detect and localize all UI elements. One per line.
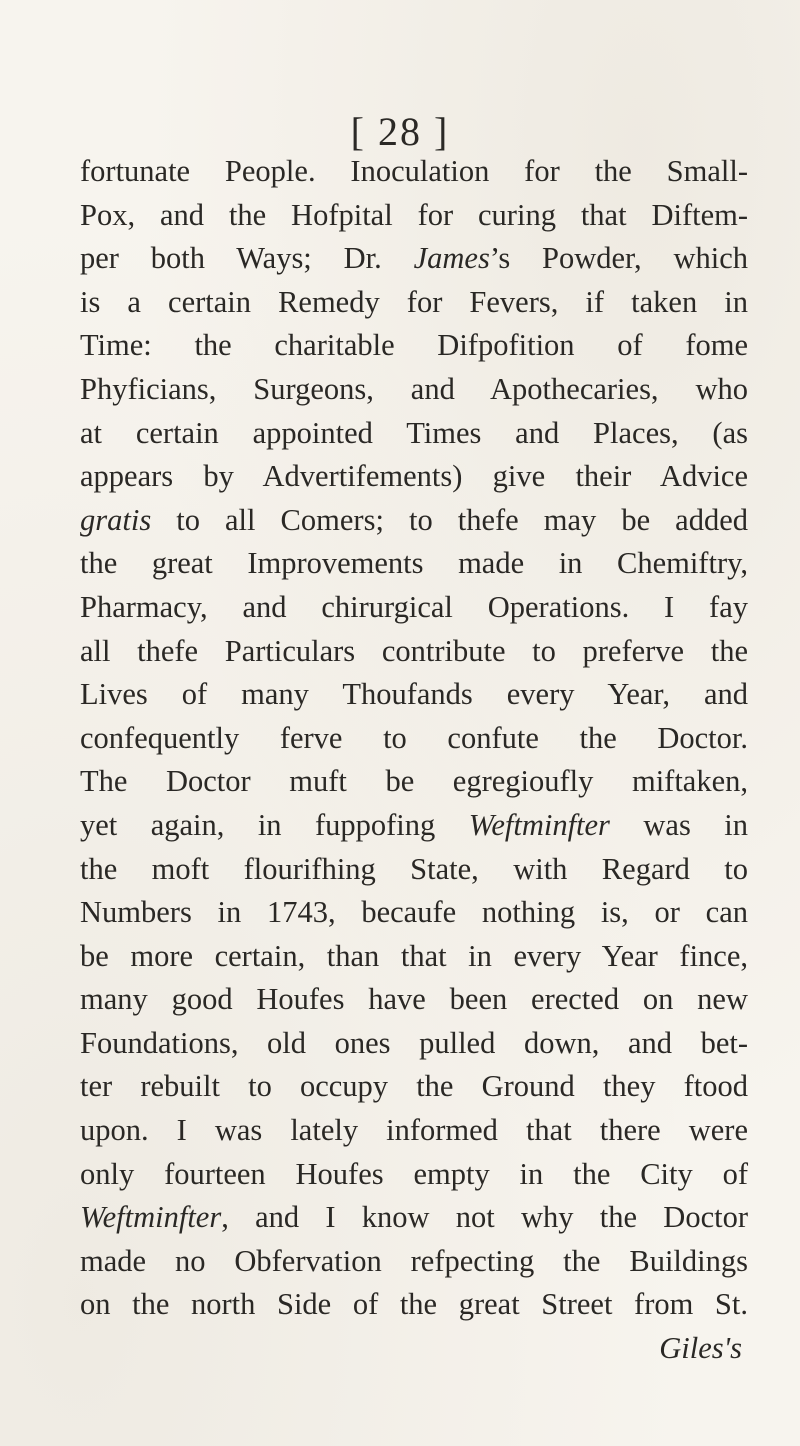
- body-text: [80, 150, 748, 1371]
- text-segment: Pharmacy, and chirurgical Operations. I fay: [80, 589, 748, 624]
- text-segment: , and I know not why the Doctor: [221, 1200, 748, 1235]
- text-line: [80, 1240, 748, 1284]
- text-line: [80, 150, 748, 194]
- text-segment: ’s Powder, which: [489, 241, 749, 276]
- text-line: [80, 1065, 748, 1109]
- text-segment: many good Houfes have been erected on new: [80, 982, 748, 1017]
- text-line: [80, 237, 748, 281]
- text-segment: fortunate People. Inoculation for the Small-: [80, 154, 748, 188]
- page-number: [ 28 ]: [350, 109, 450, 154]
- text-line: [80, 848, 748, 892]
- text-segment: only fourteen Houfes empty in the City of: [80, 1156, 748, 1191]
- text-segment: gratis: [80, 502, 152, 537]
- text-segment: Pox, and the Hofpital for curing that Diftem-: [80, 197, 748, 232]
- text-line: [80, 760, 748, 804]
- text-segment: the great Improvements made in Chemiftry,: [80, 546, 748, 581]
- text-segment: Foundations, old ones pulled down, and bet-: [80, 1025, 748, 1060]
- text-segment: confequently ferve to confute the Doctor.: [80, 720, 748, 755]
- text-segment: Numbers in 1743, becaufe nothing is, or can: [80, 895, 748, 930]
- text-line: [80, 412, 748, 456]
- text-line: [80, 368, 748, 412]
- text-segment: on the north Side of the great Street from St.: [80, 1287, 748, 1322]
- text-segment: Lives of many Thoufands every Year, and: [80, 677, 748, 712]
- text-segment: is a certain Remedy for Fevers, if taken in: [80, 284, 748, 319]
- catchword: Giles's: [659, 1331, 742, 1366]
- text-segment: made no Obfervation refpecting the Buildings: [80, 1243, 748, 1278]
- text-segment: be more certain, than that in every Year fince,: [80, 938, 748, 973]
- text-segment: James: [413, 241, 490, 276]
- text-line: [80, 804, 748, 848]
- text-segment: ter rebuilt to occupy the Ground they ftood: [80, 1069, 748, 1104]
- text-line: [80, 1022, 748, 1066]
- text-line: [80, 1153, 748, 1197]
- text-line: [80, 935, 748, 979]
- text-line: [80, 499, 748, 543]
- text-segment: appears by Advertifements) give their Advice: [80, 459, 748, 494]
- text-segment: Weftminfter: [468, 807, 610, 842]
- text-segment: all thefe Particulars contribute to preferve the: [80, 633, 748, 668]
- text-segment: at certain appointed Times and Places, (as: [80, 415, 748, 450]
- text-line: [80, 630, 748, 674]
- text-line: [80, 1109, 748, 1153]
- text-line: [80, 281, 748, 325]
- text-segment: Weftminfter: [80, 1200, 222, 1235]
- text-line: [80, 194, 748, 238]
- text-line: [80, 324, 748, 368]
- text-segment: Phyficians, Surgeons, and Apothecaries, who: [80, 371, 748, 406]
- text-line: [80, 673, 748, 717]
- text-line: [80, 978, 748, 1022]
- text-segment: upon. I was lately informed that there were: [80, 1113, 748, 1148]
- text-segment: was in: [609, 807, 748, 842]
- text-line: [80, 542, 748, 586]
- text-line: [80, 1283, 748, 1327]
- text-line: [80, 455, 748, 499]
- text-line: [80, 586, 748, 630]
- text-line: [80, 717, 748, 761]
- text-segment: Time: the charitable Difpofition of fome: [80, 328, 748, 363]
- text-segment: per both Ways; Dr.: [80, 241, 414, 276]
- text-segment: The Doctor muft be egregioufly miftaken,: [80, 764, 748, 799]
- text-line: [80, 891, 748, 935]
- text-segment: the moft flourifhing State, with Regard to: [80, 851, 748, 886]
- text-segment: to all Comers; to thefe may be added: [151, 502, 748, 537]
- text-line: [80, 1196, 748, 1240]
- text-segment: yet again, in fuppofing: [80, 807, 469, 842]
